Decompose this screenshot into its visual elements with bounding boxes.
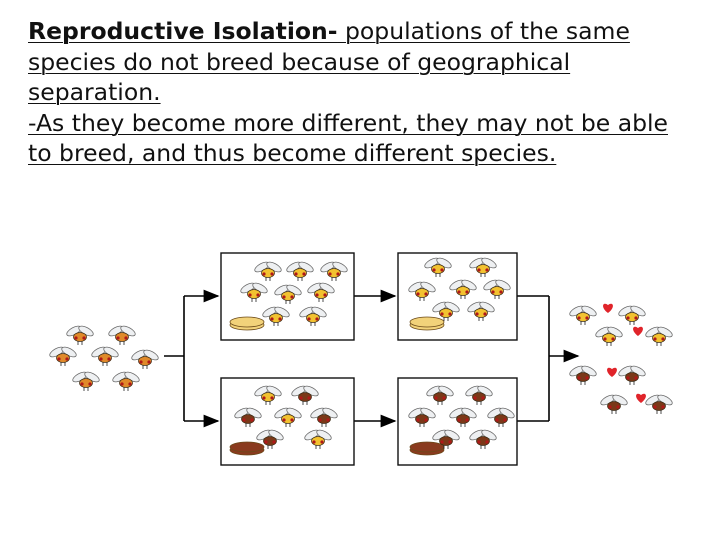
fly-icon — [568, 304, 597, 325]
fly-icon — [617, 304, 646, 325]
fly-icon — [594, 325, 623, 346]
fly-icon — [644, 393, 673, 414]
heart-icon — [607, 368, 617, 377]
definition-text: populations of the same species do not breed because of geographical separation. — [28, 17, 630, 106]
flies — [48, 256, 673, 449]
heart-icon — [603, 304, 613, 313]
food-dish-icon — [410, 317, 444, 330]
heading-term: Reproductive Isolation- — [28, 17, 338, 45]
bullet-text: -As they become more different, they may not be able to breed, and thus become different species. — [28, 108, 668, 167]
heart-icon — [636, 394, 646, 403]
food-dish-icon — [410, 442, 444, 455]
fly-icon — [644, 325, 673, 346]
fly-icon — [48, 345, 77, 366]
fly-icon — [130, 348, 159, 369]
fly-icon — [107, 324, 136, 345]
fly-icon — [90, 345, 119, 366]
fly-icon — [65, 324, 94, 345]
fly-icon — [617, 364, 646, 385]
fly-icon — [71, 370, 100, 391]
heart-icon — [633, 327, 643, 336]
food-dish-icon — [230, 442, 264, 455]
fly-icon — [568, 364, 597, 385]
fly-icon — [599, 393, 628, 414]
fly-icon — [111, 370, 140, 391]
food-dish-icon — [230, 317, 264, 330]
